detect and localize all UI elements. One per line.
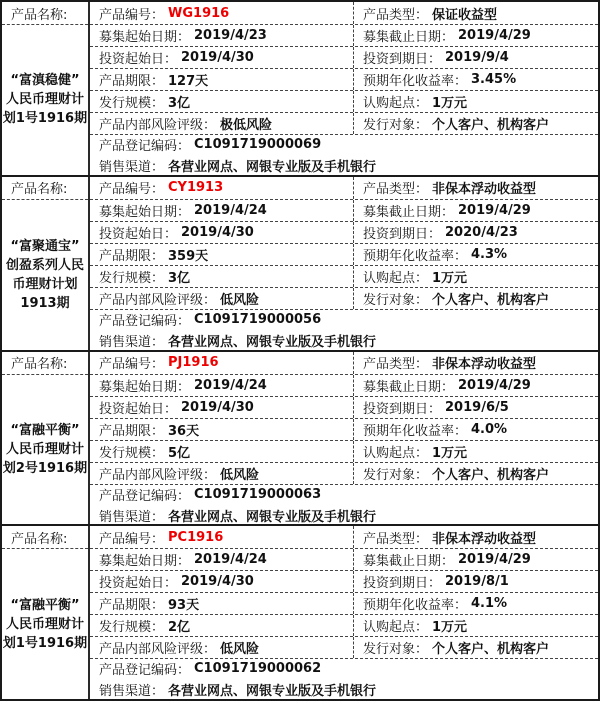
scale-value: 3亿 <box>168 270 191 286</box>
sales-channel-value: 各营业网点、网银专业版及手机银行 <box>168 684 377 699</box>
raise-start-value: 2019/4/24 <box>194 202 267 218</box>
raise-end-cell <box>354 25 598 46</box>
field-label: 募集起始日期： <box>99 379 191 395</box>
registration-code-line <box>99 659 598 678</box>
field-label: 发行规模： <box>99 270 165 286</box>
table-row <box>90 441 598 463</box>
field-label: 产品登记编码： <box>99 488 191 504</box>
product-name-line: 划1号1916期 <box>2 111 88 127</box>
product-type-value: 保证收益型 <box>432 7 498 23</box>
table-row <box>90 25 598 47</box>
field-label: 投资起始日： <box>99 576 178 592</box>
term-cell <box>90 419 354 440</box>
yield-value: 4.3% <box>471 246 508 262</box>
product-type-value: 非保本浮动收益型 <box>432 357 537 372</box>
invest-start-value: 2019/4/30 <box>181 574 254 590</box>
scale-cell <box>90 615 354 636</box>
field-label: 募集起始日期： <box>99 554 191 570</box>
product-type-cell <box>354 177 598 199</box>
product-name-label: 产品名称: <box>2 177 88 200</box>
field-label: 募集截止日期： <box>363 30 455 45</box>
field-label: 产品类型： <box>363 531 429 547</box>
raise-end-value: 2019/4/29 <box>458 28 531 43</box>
table-row <box>90 266 598 288</box>
product-name <box>2 200 88 350</box>
product-type-cell <box>354 2 598 24</box>
risk-rating-cell <box>90 637 354 658</box>
term-cell <box>90 244 354 265</box>
yield-value: 4.1% <box>471 596 508 612</box>
field-label: 认购起点： <box>363 270 429 286</box>
yield-cell <box>354 244 598 265</box>
product-code-value: PC1916 <box>168 529 224 545</box>
min-subscription-value: 1万元 <box>432 445 468 461</box>
product-name-line: 1913期 <box>20 295 70 311</box>
issue-target-cell <box>354 288 598 309</box>
risk-rating-value: 低风险 <box>220 467 260 483</box>
registration-and-channel <box>90 485 598 525</box>
invest-end-value: 2019/9/4 <box>445 50 509 65</box>
term-cell <box>90 593 354 614</box>
product-code-value: WG1916 <box>168 5 230 21</box>
product-name-line: 人民币理财计 <box>5 92 84 108</box>
invest-end-cell <box>354 47 598 68</box>
table-row <box>90 419 598 441</box>
field-label: 产品内部风险评级： <box>99 642 217 658</box>
field-label: 产品类型： <box>363 7 429 23</box>
invest-start-cell <box>90 571 354 592</box>
table-row <box>90 177 598 200</box>
issue-target-cell <box>354 637 598 658</box>
product-name <box>2 25 88 175</box>
raise-end-value: 2019/4/29 <box>458 552 531 568</box>
product-type-cell <box>354 526 598 548</box>
field-label: 产品内部风险评级： <box>99 292 217 308</box>
scale-value: 5亿 <box>168 445 191 461</box>
sales-channel-line <box>99 506 598 525</box>
field-label: 产品编号： <box>99 531 165 547</box>
field-label: 预期年化收益率： <box>363 598 468 614</box>
risk-rating-cell <box>90 113 354 134</box>
field-label: 产品期限： <box>99 423 165 439</box>
product-code-value: CY1913 <box>168 180 224 196</box>
risk-rating-value: 低风险 <box>220 642 260 658</box>
invest-end-cell <box>354 571 598 592</box>
product-name-line: 人民币理财计 <box>5 441 84 457</box>
field-label: 投资到期日： <box>363 401 442 417</box>
table-row <box>90 200 598 222</box>
yield-cell <box>354 419 598 440</box>
product-type-value: 非保本浮动收益型 <box>432 182 537 198</box>
product-name-line: 划1号1916期 <box>2 635 88 651</box>
sales-channel-value: 各营业网点、网银专业版及手机银行 <box>168 334 377 350</box>
field-label: 募集截止日期： <box>363 204 455 220</box>
product-code-cell <box>90 2 354 24</box>
field-label: 投资到期日： <box>363 226 442 242</box>
field-label: 销售渠道： <box>99 509 165 525</box>
invest-end-value: 2019/8/1 <box>445 574 509 590</box>
product-code-value: PJ1916 <box>168 355 219 370</box>
product-name-column <box>2 177 90 350</box>
field-label: 投资到期日： <box>363 576 442 592</box>
product-code-cell <box>90 177 354 199</box>
scale-cell <box>90 266 354 287</box>
invest-start-cell <box>90 397 354 418</box>
issue-target-value: 个人客户、机构客户 <box>432 467 550 483</box>
field-label: 产品期限： <box>99 598 165 614</box>
raise-start-cell <box>90 200 354 221</box>
field-label: 投资到期日： <box>363 52 442 67</box>
invest-start-value: 2019/4/30 <box>181 50 254 65</box>
scale-cell <box>90 91 354 112</box>
product-name-line: “富滇稳健” <box>10 73 80 89</box>
issue-target-value: 个人客户、机构客户 <box>432 292 550 308</box>
field-label: 发行对象： <box>363 467 429 483</box>
raise-start-value: 2019/4/24 <box>194 377 267 393</box>
product-name-label: 产品名称: <box>2 526 88 549</box>
invest-end-value: 2019/6/5 <box>445 399 509 415</box>
product-name-label: 产品名称: <box>2 352 88 375</box>
field-label: 产品类型： <box>363 357 429 372</box>
product-type-cell <box>354 352 598 374</box>
field-label: 投资起始日： <box>99 226 178 242</box>
table-row <box>90 593 598 615</box>
sales-channel-value: 各营业网点、网银专业版及手机银行 <box>168 160 377 175</box>
field-label: 预期年化收益率： <box>363 248 468 264</box>
field-label: 募集起始日期： <box>99 30 191 45</box>
yield-value: 4.0% <box>471 421 508 437</box>
product-block <box>2 352 598 527</box>
raise-start-value: 2019/4/23 <box>194 28 267 43</box>
min-subscription-cell <box>354 91 598 112</box>
field-label: 认购起点： <box>363 96 429 111</box>
registration-code-value: C1091719000062 <box>194 661 322 677</box>
issue-target-cell <box>354 463 598 484</box>
sales-channel-line <box>99 680 598 699</box>
product-name-line: 币理财计划 <box>12 276 78 292</box>
table-row <box>90 2 598 25</box>
risk-rating-cell <box>90 463 354 484</box>
min-subscription-value: 1万元 <box>432 96 468 111</box>
product-block <box>2 526 598 699</box>
product-name-column <box>2 2 90 175</box>
registration-code-value: C1091719000069 <box>194 137 322 152</box>
scale-cell <box>90 441 354 462</box>
field-label: 认购起点： <box>363 445 429 461</box>
min-subscription-value: 1万元 <box>432 270 468 286</box>
field-label: 预期年化收益率： <box>363 423 468 439</box>
field-label: 发行规模： <box>99 96 165 111</box>
term-value: 127天 <box>168 74 209 89</box>
product-type-value: 非保本浮动收益型 <box>432 531 537 547</box>
registration-code-line <box>99 310 598 329</box>
table-row <box>90 637 598 659</box>
field-label: 产品登记编码： <box>99 313 191 329</box>
table-row <box>90 47 598 69</box>
registration-and-channel <box>90 135 598 175</box>
table-row <box>90 91 598 113</box>
raise-start-cell <box>90 549 354 570</box>
field-label: 销售渠道： <box>99 160 165 175</box>
yield-cell <box>354 593 598 614</box>
raise-end-value: 2019/4/29 <box>458 377 531 393</box>
raise-start-cell <box>90 375 354 396</box>
table-row <box>90 352 598 375</box>
term-cell <box>90 69 354 90</box>
issue-target-value: 个人客户、机构客户 <box>432 118 550 133</box>
field-label: 发行对象： <box>363 292 429 308</box>
min-subscription-value: 1万元 <box>432 620 468 636</box>
scale-value: 2亿 <box>168 620 191 636</box>
term-value: 359天 <box>168 248 209 264</box>
product-name-line: 创盈系列人民 <box>5 257 84 273</box>
invest-start-cell <box>90 47 354 68</box>
field-label: 募集截止日期： <box>363 554 455 570</box>
invest-end-cell <box>354 397 598 418</box>
field-label: 产品期限： <box>99 74 165 89</box>
raise-start-cell <box>90 25 354 46</box>
table-row <box>90 526 598 549</box>
raise-end-value: 2019/4/29 <box>458 202 531 218</box>
table-row <box>90 571 598 593</box>
product-name-line: “富融平衡” <box>10 597 80 613</box>
field-label: 发行规模： <box>99 620 165 636</box>
sales-channel-line <box>99 156 598 175</box>
product-name-line: “富融平衡” <box>10 422 80 438</box>
table-row <box>90 222 598 244</box>
product-name <box>2 549 88 699</box>
field-label: 产品内部风险评级： <box>99 118 217 133</box>
registration-code-value: C1091719000063 <box>194 486 322 502</box>
product-name-column <box>2 526 90 699</box>
field-label: 产品编号： <box>99 7 165 23</box>
min-subscription-cell <box>354 615 598 636</box>
registration-code-line <box>99 135 598 154</box>
field-label: 销售渠道： <box>99 684 165 699</box>
table-row <box>90 375 598 397</box>
product-block <box>2 177 598 352</box>
issue-target-value: 个人客户、机构客户 <box>432 642 550 658</box>
field-label: 认购起点： <box>363 620 429 636</box>
field-label: 投资起始日： <box>99 52 178 67</box>
invest-end-cell <box>354 222 598 243</box>
field-label: 产品登记编码： <box>99 139 191 154</box>
sales-channel-line <box>99 331 598 350</box>
invest-start-value: 2019/4/30 <box>181 224 254 240</box>
field-label: 募集起始日期： <box>99 204 191 220</box>
registration-and-channel <box>90 659 598 699</box>
field-label: 产品期限： <box>99 248 165 264</box>
table-row <box>90 244 598 266</box>
table-row <box>90 463 598 485</box>
field-label: 产品登记编码： <box>99 663 191 679</box>
field-label: 销售渠道： <box>99 334 165 350</box>
field-label: 产品内部风险评级： <box>99 467 217 483</box>
product-name-column <box>2 352 90 525</box>
sales-channel-value: 各营业网点、网银专业版及手机银行 <box>168 509 377 525</box>
raise-start-value: 2019/4/24 <box>194 552 267 568</box>
registration-code-line <box>99 485 598 504</box>
product-name-line: 人民币理财计 <box>5 616 84 632</box>
table-row <box>90 615 598 637</box>
issue-target-cell <box>354 113 598 134</box>
term-value: 93天 <box>168 598 200 614</box>
table-row <box>90 288 598 310</box>
risk-rating-value: 低风险 <box>220 292 260 308</box>
raise-end-cell <box>354 375 598 396</box>
min-subscription-cell <box>354 441 598 462</box>
field-label: 投资起始日： <box>99 401 178 417</box>
field-label: 募集截止日期： <box>363 379 455 395</box>
invest-start-value: 2019/4/30 <box>181 399 254 415</box>
table-row <box>90 397 598 419</box>
invest-end-value: 2020/4/23 <box>445 224 518 240</box>
risk-rating-cell <box>90 288 354 309</box>
product-name <box>2 375 88 525</box>
registration-code-value: C1091719000056 <box>194 311 322 327</box>
product-block <box>2 2 598 177</box>
scale-value: 3亿 <box>168 96 191 111</box>
table-row <box>90 69 598 91</box>
field-label: 发行规模： <box>99 445 165 461</box>
raise-end-cell <box>354 200 598 221</box>
yield-cell <box>354 69 598 90</box>
field-label: 发行对象： <box>363 642 429 658</box>
product-name-line: 划2号1916期 <box>2 460 88 476</box>
field-label: 产品编号： <box>99 182 165 198</box>
product-code-cell <box>90 526 354 548</box>
registration-and-channel <box>90 310 598 350</box>
raise-end-cell <box>354 549 598 570</box>
yield-value: 3.45% <box>471 72 517 87</box>
invest-start-cell <box>90 222 354 243</box>
product-code-cell <box>90 352 354 374</box>
term-value: 36天 <box>168 423 200 439</box>
product-name-label: 产品名称: <box>2 2 88 25</box>
field-label: 产品类型： <box>363 182 429 198</box>
field-label: 产品编号： <box>99 357 165 372</box>
field-label: 发行对象： <box>363 118 429 133</box>
min-subscription-cell <box>354 266 598 287</box>
table-row <box>90 549 598 571</box>
risk-rating-value: 极低风险 <box>220 118 273 133</box>
field-label: 预期年化收益率： <box>363 74 468 89</box>
product-name-line: “富聚通宝” <box>10 238 80 254</box>
table-row <box>90 113 598 135</box>
